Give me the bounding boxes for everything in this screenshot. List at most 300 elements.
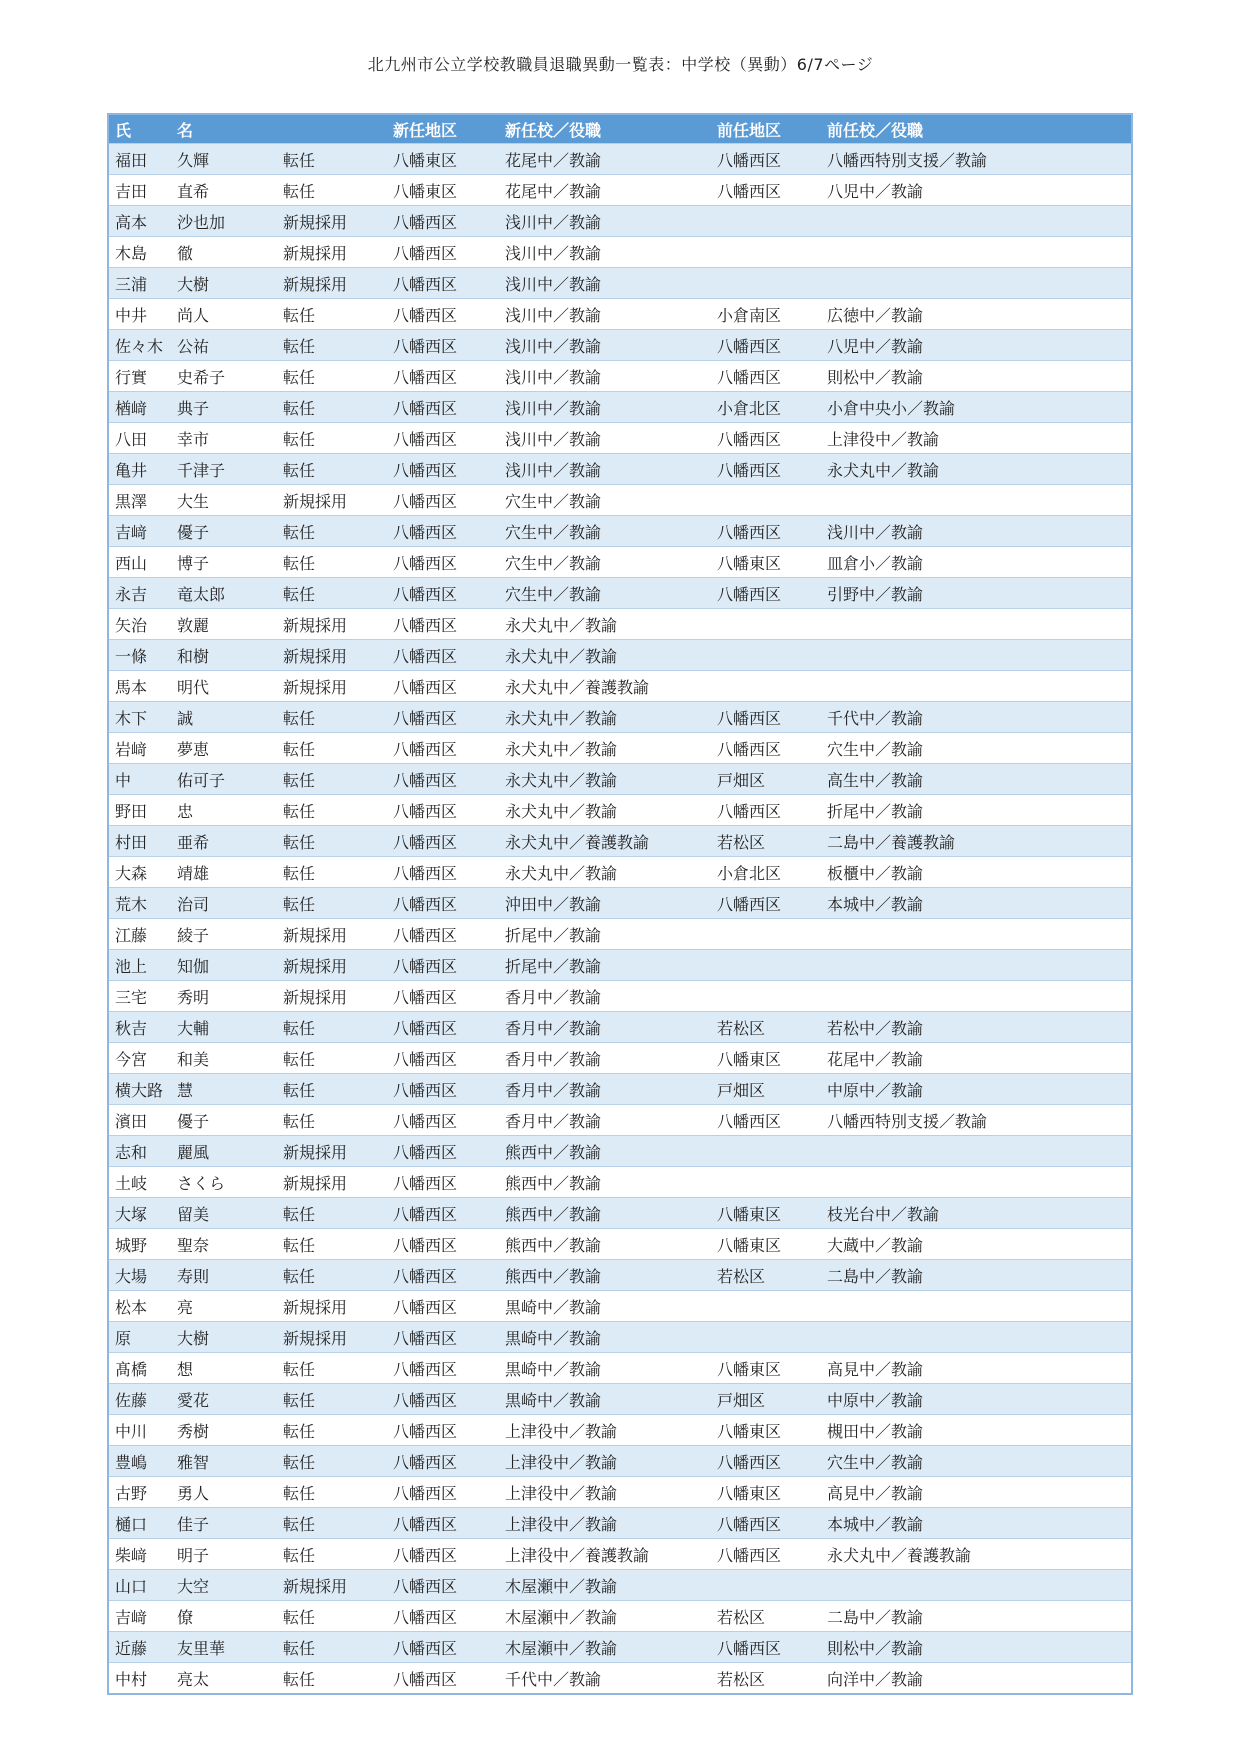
cell-prev-school xyxy=(821,671,1131,702)
cell-prev-district: 小倉南区 xyxy=(711,299,821,330)
table-row xyxy=(109,392,1131,423)
cell-prev-district: 八幡西区 xyxy=(711,361,821,392)
cell-new-school: 浅川中／教諭 xyxy=(499,330,711,361)
cell-given-name: 和美 xyxy=(171,1043,277,1074)
cell-prev-district: 若松区 xyxy=(711,1260,821,1291)
cell-new-district: 八幡西区 xyxy=(387,1570,499,1601)
table-row xyxy=(109,1012,1131,1043)
cell-surname: 中 xyxy=(109,764,171,795)
cell-new-district: 八幡西区 xyxy=(387,1384,499,1415)
cell-prev-school: 大蔵中／教諭 xyxy=(821,1229,1131,1260)
cell-prev-district xyxy=(711,981,821,1012)
cell-prev-school xyxy=(821,919,1131,950)
cell-transfer-type: 転任 xyxy=(277,764,387,795)
cell-transfer-type: 転任 xyxy=(277,1415,387,1446)
cell-new-district: 八幡西区 xyxy=(387,237,499,268)
cell-prev-school: 二島中／教諭 xyxy=(821,1601,1131,1632)
cell-transfer-type: 転任 xyxy=(277,392,387,423)
header-transfer-type xyxy=(277,115,387,144)
cell-prev-district: 小倉北区 xyxy=(711,392,821,423)
cell-given-name: 知伽 xyxy=(171,950,277,981)
cell-prev-district: 戸畑区 xyxy=(711,1384,821,1415)
cell-new-district: 八幡西区 xyxy=(387,1291,499,1322)
cell-given-name: 麗風 xyxy=(171,1136,277,1167)
cell-new-school: 黒崎中／教諭 xyxy=(499,1384,711,1415)
cell-surname: 大塚 xyxy=(109,1198,171,1229)
cell-transfer-type: 新規採用 xyxy=(277,485,387,516)
table-row xyxy=(109,733,1131,764)
cell-transfer-type: 新規採用 xyxy=(277,950,387,981)
cell-new-district: 八幡西区 xyxy=(387,1198,499,1229)
table-row xyxy=(109,423,1131,454)
cell-prev-school xyxy=(821,1291,1131,1322)
table-row xyxy=(109,516,1131,547)
table-row xyxy=(109,237,1131,268)
cell-surname: 樋口 xyxy=(109,1508,171,1539)
cell-prev-district: 八幡西区 xyxy=(711,578,821,609)
cell-new-school: 香月中／教諭 xyxy=(499,1043,711,1074)
cell-surname: 吉﨑 xyxy=(109,516,171,547)
cell-prev-school xyxy=(821,640,1131,671)
cell-new-school: 折尾中／教諭 xyxy=(499,950,711,981)
cell-new-district: 八幡西区 xyxy=(387,1508,499,1539)
cell-given-name: さくら xyxy=(171,1167,277,1198)
cell-prev-district: 八幡東区 xyxy=(711,1198,821,1229)
table-row xyxy=(109,1198,1131,1229)
table-row xyxy=(109,764,1131,795)
cell-prev-district: 八幡西区 xyxy=(711,516,821,547)
cell-new-school: 浅川中／教諭 xyxy=(499,454,711,485)
cell-new-district: 八幡西区 xyxy=(387,1632,499,1663)
cell-new-school: 香月中／教諭 xyxy=(499,981,711,1012)
cell-new-district: 八幡西区 xyxy=(387,1136,499,1167)
cell-new-district: 八幡西区 xyxy=(387,733,499,764)
cell-prev-school: 八幡西特別支援／教諭 xyxy=(821,144,1131,175)
cell-given-name: 忠 xyxy=(171,795,277,826)
cell-prev-school: 高見中／教諭 xyxy=(821,1353,1131,1384)
cell-given-name: 愛花 xyxy=(171,1384,277,1415)
cell-new-district: 八幡西区 xyxy=(387,392,499,423)
cell-prev-school xyxy=(821,206,1131,237)
cell-prev-district xyxy=(711,1167,821,1198)
cell-new-district: 八幡西区 xyxy=(387,1539,499,1570)
cell-new-school: 永犬丸中／教諭 xyxy=(499,795,711,826)
cell-prev-school: 八児中／教諭 xyxy=(821,175,1131,206)
table-row xyxy=(109,175,1131,206)
cell-given-name: 雅智 xyxy=(171,1446,277,1477)
cell-given-name: 留美 xyxy=(171,1198,277,1229)
cell-prev-district: 八幡西区 xyxy=(711,1508,821,1539)
cell-prev-district: 八幡西区 xyxy=(711,888,821,919)
cell-prev-school: 浅川中／教諭 xyxy=(821,516,1131,547)
header-given-name: 名 xyxy=(171,115,277,144)
cell-surname: 佐々木 xyxy=(109,330,171,361)
cell-transfer-type: 転任 xyxy=(277,1043,387,1074)
cell-transfer-type: 転任 xyxy=(277,1446,387,1477)
cell-prev-school: 皿倉小／教諭 xyxy=(821,547,1131,578)
cell-surname: 中村 xyxy=(109,1663,171,1694)
cell-new-school: 香月中／教諭 xyxy=(499,1074,711,1105)
cell-transfer-type: 転任 xyxy=(277,1384,387,1415)
table-row xyxy=(109,1105,1131,1136)
cell-new-school: 上津役中／教諭 xyxy=(499,1446,711,1477)
cell-new-district: 八幡西区 xyxy=(387,1229,499,1260)
cell-new-school: 香月中／教諭 xyxy=(499,1012,711,1043)
cell-new-district: 八幡西区 xyxy=(387,1043,499,1074)
cell-given-name: 大樹 xyxy=(171,268,277,299)
cell-transfer-type: 新規採用 xyxy=(277,1322,387,1353)
cell-prev-school xyxy=(821,1570,1131,1601)
cell-given-name: 聖奈 xyxy=(171,1229,277,1260)
cell-transfer-type: 転任 xyxy=(277,144,387,175)
table-body xyxy=(109,144,1131,1694)
cell-given-name: 大空 xyxy=(171,1570,277,1601)
cell-prev-school xyxy=(821,609,1131,640)
cell-new-district: 八幡西区 xyxy=(387,702,499,733)
cell-prev-district xyxy=(711,671,821,702)
cell-transfer-type: 転任 xyxy=(277,857,387,888)
table-row xyxy=(109,1260,1131,1291)
cell-transfer-type: 新規採用 xyxy=(277,268,387,299)
cell-transfer-type: 転任 xyxy=(277,1353,387,1384)
cell-given-name: 亮 xyxy=(171,1291,277,1322)
cell-new-school: 浅川中／教諭 xyxy=(499,206,711,237)
cell-surname: 豊嶋 xyxy=(109,1446,171,1477)
cell-transfer-type: 新規採用 xyxy=(277,1167,387,1198)
table-row xyxy=(109,826,1131,857)
cell-given-name: 誠 xyxy=(171,702,277,733)
cell-given-name: 佑可子 xyxy=(171,764,277,795)
table-row xyxy=(109,1570,1131,1601)
cell-prev-district: 八幡西区 xyxy=(711,795,821,826)
cell-prev-school: 穴生中／教諭 xyxy=(821,1446,1131,1477)
cell-surname: 近藤 xyxy=(109,1632,171,1663)
header-prev-district: 前任地区 xyxy=(711,115,821,144)
cell-new-school: 熊西中／教諭 xyxy=(499,1167,711,1198)
cell-transfer-type: 転任 xyxy=(277,516,387,547)
cell-prev-school xyxy=(821,268,1131,299)
cell-given-name: 明代 xyxy=(171,671,277,702)
cell-prev-school xyxy=(821,485,1131,516)
cell-surname: 村田 xyxy=(109,826,171,857)
cell-given-name: 僚 xyxy=(171,1601,277,1632)
cell-new-district: 八幡西区 xyxy=(387,795,499,826)
cell-prev-school: 槻田中／教諭 xyxy=(821,1415,1131,1446)
cell-transfer-type: 転任 xyxy=(277,330,387,361)
cell-new-district: 八幡東区 xyxy=(387,175,499,206)
cell-surname: 古野 xyxy=(109,1477,171,1508)
cell-new-school: 熊西中／教諭 xyxy=(499,1260,711,1291)
cell-new-school: 熊西中／教諭 xyxy=(499,1198,711,1229)
cell-transfer-type: 転任 xyxy=(277,1074,387,1105)
cell-given-name: 千津子 xyxy=(171,454,277,485)
cell-prev-district xyxy=(711,237,821,268)
table-row xyxy=(109,1353,1131,1384)
cell-prev-district: 八幡西区 xyxy=(711,330,821,361)
cell-prev-district: 戸畑区 xyxy=(711,1074,821,1105)
cell-new-district: 八幡西区 xyxy=(387,1477,499,1508)
cell-given-name: 治司 xyxy=(171,888,277,919)
cell-prev-school: 高生中／教諭 xyxy=(821,764,1131,795)
cell-prev-district xyxy=(711,206,821,237)
cell-prev-school xyxy=(821,1322,1131,1353)
cell-surname: 岩﨑 xyxy=(109,733,171,764)
cell-new-school: 黒崎中／教諭 xyxy=(499,1291,711,1322)
table-header-row xyxy=(109,115,1131,144)
cell-prev-district xyxy=(711,950,821,981)
cell-prev-district xyxy=(711,1136,821,1167)
cell-given-name: 優子 xyxy=(171,1105,277,1136)
cell-new-district: 八幡西区 xyxy=(387,361,499,392)
cell-new-district: 八幡西区 xyxy=(387,671,499,702)
cell-new-school: 浅川中／教諭 xyxy=(499,237,711,268)
cell-surname: 亀井 xyxy=(109,454,171,485)
cell-transfer-type: 転任 xyxy=(277,1508,387,1539)
table-row xyxy=(109,702,1131,733)
cell-new-school: 上津役中／教諭 xyxy=(499,1508,711,1539)
cell-transfer-type: 転任 xyxy=(277,175,387,206)
cell-new-school: 沖田中／教諭 xyxy=(499,888,711,919)
cell-prev-school: 穴生中／教諭 xyxy=(821,733,1131,764)
cell-prev-school: 永犬丸中／教諭 xyxy=(821,454,1131,485)
cell-prev-school: 引野中／教諭 xyxy=(821,578,1131,609)
table-row xyxy=(109,299,1131,330)
cell-transfer-type: 転任 xyxy=(277,361,387,392)
cell-new-school: 千代中／教諭 xyxy=(499,1663,711,1694)
cell-new-district: 八幡西区 xyxy=(387,888,499,919)
cell-surname: 横大路 xyxy=(109,1074,171,1105)
cell-new-school: 黒崎中／教諭 xyxy=(499,1353,711,1384)
cell-new-school: 熊西中／教諭 xyxy=(499,1229,711,1260)
cell-prev-school: 花尾中／教諭 xyxy=(821,1043,1131,1074)
cell-given-name: 徹 xyxy=(171,237,277,268)
cell-surname: 馬本 xyxy=(109,671,171,702)
cell-new-school: 穴生中／教諭 xyxy=(499,485,711,516)
cell-new-district: 八幡東区 xyxy=(387,144,499,175)
table-row xyxy=(109,1167,1131,1198)
cell-surname: 野田 xyxy=(109,795,171,826)
cell-new-district: 八幡西区 xyxy=(387,578,499,609)
cell-surname: 志和 xyxy=(109,1136,171,1167)
cell-prev-district: 若松区 xyxy=(711,1663,821,1694)
cell-new-district: 八幡西区 xyxy=(387,1260,499,1291)
cell-surname: 土岐 xyxy=(109,1167,171,1198)
cell-surname: 楢﨑 xyxy=(109,392,171,423)
cell-given-name: 和樹 xyxy=(171,640,277,671)
cell-surname: 大森 xyxy=(109,857,171,888)
cell-transfer-type: 新規採用 xyxy=(277,981,387,1012)
cell-new-district: 八幡西区 xyxy=(387,857,499,888)
cell-new-school: 永犬丸中／教諭 xyxy=(499,702,711,733)
table-row xyxy=(109,609,1131,640)
cell-prev-district xyxy=(711,1291,821,1322)
cell-new-district: 八幡西区 xyxy=(387,1446,499,1477)
cell-surname: 木島 xyxy=(109,237,171,268)
cell-transfer-type: 転任 xyxy=(277,795,387,826)
cell-new-school: 香月中／教諭 xyxy=(499,1105,711,1136)
cell-new-school: 木屋瀬中／教諭 xyxy=(499,1632,711,1663)
cell-new-school: 黒崎中／教諭 xyxy=(499,1322,711,1353)
cell-transfer-type: 転任 xyxy=(277,1601,387,1632)
cell-surname: 永吉 xyxy=(109,578,171,609)
cell-prev-district xyxy=(711,640,821,671)
cell-new-school: 熊西中／教諭 xyxy=(499,1136,711,1167)
cell-prev-school: 本城中／教諭 xyxy=(821,888,1131,919)
cell-given-name: 久輝 xyxy=(171,144,277,175)
cell-surname: 西山 xyxy=(109,547,171,578)
cell-given-name: 秀明 xyxy=(171,981,277,1012)
cell-transfer-type: 新規採用 xyxy=(277,609,387,640)
cell-new-district: 八幡西区 xyxy=(387,299,499,330)
cell-given-name: 優子 xyxy=(171,516,277,547)
cell-surname: 八田 xyxy=(109,423,171,454)
cell-prev-district xyxy=(711,609,821,640)
cell-surname: 福田 xyxy=(109,144,171,175)
table-row xyxy=(109,671,1131,702)
table-row xyxy=(109,1446,1131,1477)
cell-new-school: 永犬丸中／教諭 xyxy=(499,609,711,640)
cell-surname: 城野 xyxy=(109,1229,171,1260)
cell-new-school: 花尾中／教諭 xyxy=(499,175,711,206)
cell-new-school: 折尾中／教諭 xyxy=(499,919,711,950)
cell-surname: 一條 xyxy=(109,640,171,671)
cell-given-name: 夢恵 xyxy=(171,733,277,764)
cell-prev-district: 八幡西区 xyxy=(711,175,821,206)
cell-new-school: 永犬丸中／養護教諭 xyxy=(499,671,711,702)
cell-surname: 山口 xyxy=(109,1570,171,1601)
cell-surname: 黒澤 xyxy=(109,485,171,516)
table-row xyxy=(109,1477,1131,1508)
cell-prev-school: 広徳中／教諭 xyxy=(821,299,1131,330)
cell-given-name: 大樹 xyxy=(171,1322,277,1353)
cell-prev-school: 二島中／養護教諭 xyxy=(821,826,1131,857)
cell-new-district: 八幡西区 xyxy=(387,1601,499,1632)
cell-prev-school: 本城中／教諭 xyxy=(821,1508,1131,1539)
cell-given-name: 敦麗 xyxy=(171,609,277,640)
cell-new-district: 八幡西区 xyxy=(387,950,499,981)
table-row xyxy=(109,1074,1131,1105)
cell-prev-district: 八幡東区 xyxy=(711,1415,821,1446)
table-row xyxy=(109,1632,1131,1663)
cell-prev-school: 二島中／教諭 xyxy=(821,1260,1131,1291)
cell-surname: 行實 xyxy=(109,361,171,392)
cell-new-district: 八幡西区 xyxy=(387,1322,499,1353)
table-row xyxy=(109,1322,1131,1353)
cell-new-school: 永犬丸中／教諭 xyxy=(499,857,711,888)
cell-transfer-type: 新規採用 xyxy=(277,237,387,268)
cell-surname: 濱田 xyxy=(109,1105,171,1136)
cell-transfer-type: 新規採用 xyxy=(277,1136,387,1167)
table-row xyxy=(109,1508,1131,1539)
cell-new-district: 八幡西区 xyxy=(387,454,499,485)
cell-prev-district: 八幡東区 xyxy=(711,1043,821,1074)
table-row xyxy=(109,1229,1131,1260)
cell-transfer-type: 転任 xyxy=(277,454,387,485)
cell-prev-school: 永犬丸中／養護教諭 xyxy=(821,1539,1131,1570)
cell-prev-district: 戸畑区 xyxy=(711,764,821,795)
cell-prev-district xyxy=(711,919,821,950)
cell-given-name: 典子 xyxy=(171,392,277,423)
cell-prev-school xyxy=(821,1167,1131,1198)
cell-new-district: 八幡西区 xyxy=(387,547,499,578)
cell-prev-district: 八幡東区 xyxy=(711,1353,821,1384)
cell-given-name: 寿則 xyxy=(171,1260,277,1291)
cell-new-district: 八幡西区 xyxy=(387,268,499,299)
cell-given-name: 勇人 xyxy=(171,1477,277,1508)
cell-prev-district: 若松区 xyxy=(711,1012,821,1043)
cell-surname: 大場 xyxy=(109,1260,171,1291)
cell-new-district: 八幡西区 xyxy=(387,1074,499,1105)
cell-transfer-type: 転任 xyxy=(277,1260,387,1291)
cell-new-school: 穴生中／教諭 xyxy=(499,516,711,547)
table-row xyxy=(109,795,1131,826)
cell-prev-school: 八児中／教諭 xyxy=(821,330,1131,361)
cell-transfer-type: 転任 xyxy=(277,423,387,454)
table-row xyxy=(109,1539,1131,1570)
cell-new-school: 穴生中／教諭 xyxy=(499,578,711,609)
cell-prev-school: 中原中／教諭 xyxy=(821,1074,1131,1105)
cell-surname: 中井 xyxy=(109,299,171,330)
cell-transfer-type: 転任 xyxy=(277,1012,387,1043)
cell-given-name: 秀樹 xyxy=(171,1415,277,1446)
cell-new-district: 八幡西区 xyxy=(387,609,499,640)
cell-new-school: 浅川中／教諭 xyxy=(499,268,711,299)
cell-new-district: 八幡西区 xyxy=(387,1167,499,1198)
transfer-table xyxy=(109,115,1131,1693)
cell-transfer-type: 転任 xyxy=(277,1198,387,1229)
cell-prev-district: 八幡西区 xyxy=(711,423,821,454)
cell-surname: 池上 xyxy=(109,950,171,981)
cell-prev-school: 中原中／教諭 xyxy=(821,1384,1131,1415)
cell-surname: 原 xyxy=(109,1322,171,1353)
cell-surname: 荒木 xyxy=(109,888,171,919)
table-row xyxy=(109,1415,1131,1446)
cell-transfer-type: 新規採用 xyxy=(277,1291,387,1322)
cell-prev-school xyxy=(821,237,1131,268)
cell-prev-school: 則松中／教諭 xyxy=(821,361,1131,392)
table-row xyxy=(109,330,1131,361)
cell-transfer-type: 転任 xyxy=(277,547,387,578)
cell-surname: 今宮 xyxy=(109,1043,171,1074)
cell-prev-district: 八幡東区 xyxy=(711,1477,821,1508)
cell-surname: 髙橋 xyxy=(109,1353,171,1384)
page-title: 北九州市公立学校教職員退職異動一覧表：中学校（異動）6/7ページ xyxy=(367,55,874,74)
cell-given-name: 史希子 xyxy=(171,361,277,392)
cell-new-school: 上津役中／教諭 xyxy=(499,1415,711,1446)
transfer-table-container xyxy=(107,113,1133,1695)
header-surname: 氏 xyxy=(109,115,171,144)
cell-given-name: 綾子 xyxy=(171,919,277,950)
cell-new-district: 八幡西区 xyxy=(387,485,499,516)
table-row xyxy=(109,640,1131,671)
cell-transfer-type: 新規採用 xyxy=(277,919,387,950)
cell-new-school: 永犬丸中／教諭 xyxy=(499,640,711,671)
cell-given-name: 想 xyxy=(171,1353,277,1384)
cell-given-name: 佳子 xyxy=(171,1508,277,1539)
cell-new-school: 浅川中／教諭 xyxy=(499,361,711,392)
table-row xyxy=(109,1663,1131,1694)
cell-new-district: 八幡西区 xyxy=(387,423,499,454)
cell-given-name: 大生 xyxy=(171,485,277,516)
table-row xyxy=(109,361,1131,392)
cell-new-district: 八幡西区 xyxy=(387,1105,499,1136)
cell-prev-district: 八幡西区 xyxy=(711,144,821,175)
cell-new-school: 穴生中／教諭 xyxy=(499,547,711,578)
table-row xyxy=(109,485,1131,516)
cell-prev-district: 八幡東区 xyxy=(711,547,821,578)
cell-prev-district: 八幡西区 xyxy=(711,1632,821,1663)
table-row xyxy=(109,981,1131,1012)
